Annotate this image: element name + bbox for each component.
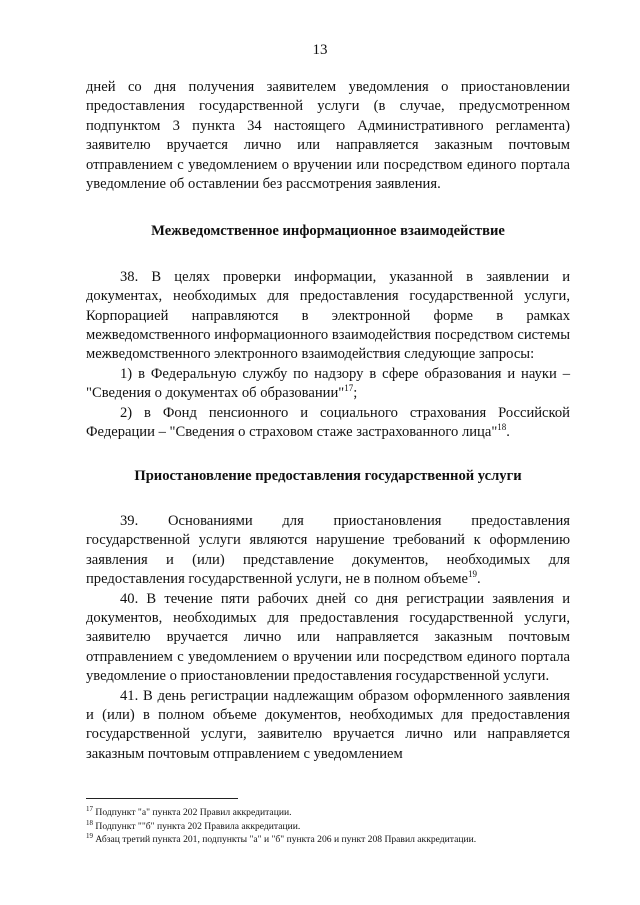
paragraph-38-item-1: 1) в Федеральную службу по надзору в сфере образования и науки – "Сведения о документах об образовании"$^{17}$; <box>86 365 570 402</box>
footnote-17: $^{17}$ Подпункт "а" пункта 202 Правил аккредитации. <box>86 805 292 818</box>
footnote-ref-19[interactable]: 19 <box>468 569 478 580</box>
page-number: 13 <box>312 42 328 58</box>
footnote-ref-18[interactable]: 18 <box>497 422 507 433</box>
paragraph-40: 40. В течение пяти рабочих дней со дня регистрации заявления и документов, необходимых для предоставления государственной услуги, заявителю вручается лично или направляется заказным почтовым отправлением с уведомлением о вручении или посредством единого портала уведомление о приостановлении предоставления государственной услуги. <box>86 590 570 685</box>
footnote-18: $^{18}$ Подпункт ""б" пункта 202 Правила аккредитации. <box>86 818 301 832</box>
paragraph-38: 38. В целях проверки информации, указанной в заявлении и документах, необходимых для предоставления государственной услуги, Корпорацией направляются в электронной форме в рамках межведомственного информационного взаимодействия посредством системы межведомственного электронного взаимодействия следующие запросы: <box>86 268 570 363</box>
section-heading-suspension: Приостановление предоставления государственной услуги <box>134 467 522 484</box>
section-heading-interagency: Межведомственное информационное взаимодействие <box>151 223 505 240</box>
paragraph-39: 39. Основаниями для приостановления предоставления государственной услуги являются нарушение требований к оформлению заявления и (или) представление документов, необходимых для предоставления государственной услуги, не в полном объеме$^{19}$. <box>86 512 570 588</box>
footnote-divider <box>86 798 238 799</box>
footnotes <box>86 806 576 847</box>
footnote-19: $^{19}$ Абзац третий пункта 201, подпункты "а" и "б" пункта 206 и пункт 208 Правил аккредитации. <box>86 832 477 845</box>
paragraph-38-item-2: 2) в Фонд пенсионного и социального страхования Российской Федерации – "Сведения о страховом стаже застрахованного лица"$^{18}$. <box>86 404 570 441</box>
footnote-ref-17[interactable]: 17 <box>344 383 354 394</box>
intro-paragraph: дней со дня получения заявителем уведомления о приостановлении предоставления государственной услуги (в случае, предусмотренном подпунктом 3 пункта 34 настоящего Административного регламента) заявителю вручается лично или направляется заказным почтовым отправлением с уведомлением о вручении или посредством единого портала уведомление об оставлении без рассмотрения заявления. <box>86 79 570 193</box>
paragraph-41: 41. В день регистрации надлежащим образом оформленного заявления и (или) в полном объеме документов, необходимых для предоставления государственной услуги, заявителю вручается лично или направляется заказным почтовым отправлением с уведомлением <box>86 687 570 762</box>
document-body <box>86 78 570 764</box>
